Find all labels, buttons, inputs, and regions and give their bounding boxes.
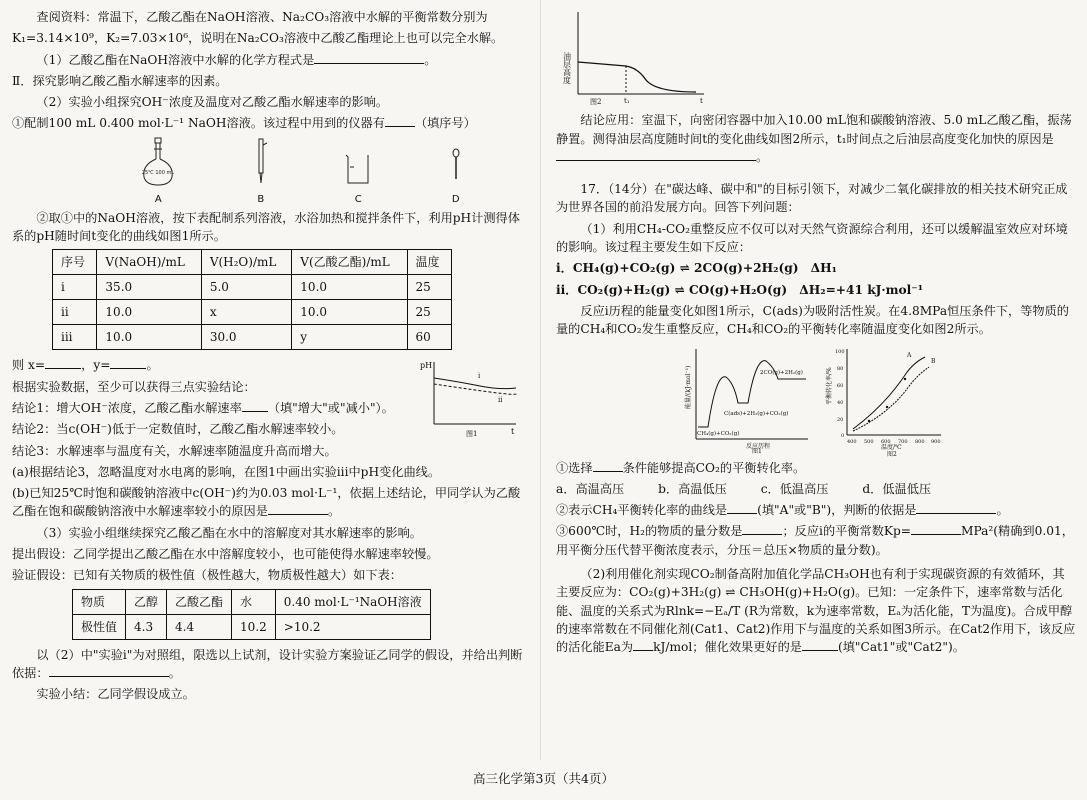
question-1: （1）乙酸乙酯在NaOH溶液中水解的化学方程式是 。 [36, 52, 437, 67]
question-17-2-tail: (填"Cat1"或"Cat2")。 [837, 640, 965, 655]
table-cell: 10.0 [97, 300, 201, 325]
answer-blank [242, 399, 268, 412]
figures-row [686, 345, 1076, 457]
state-intermediate: C(ads)+2H₂(g)+CO₂(g) [724, 410, 789, 417]
ph-time-label: t [511, 427, 515, 437]
reaction-ii: ii．CO₂(g)+H₂(g) ⇌ CO(g)+H₂O(g) ΔH₂=+41 kJ·mol⁻¹ [556, 282, 924, 297]
answer-blank [556, 148, 756, 161]
table-header: V(H₂O)/mL [201, 250, 291, 275]
table-header: V(乙酸乙酯)/mL [292, 250, 407, 275]
question-2a [12, 114, 525, 132]
question-2a-tail: （填序号） [414, 116, 476, 131]
sub-question-3-text: ③600℃时，H₂的物质的量分数是 [556, 524, 743, 539]
answer-blank [802, 638, 838, 651]
sub-question-3 [556, 522, 1076, 559]
oil-height-curve [578, 62, 696, 92]
table-cell: 25 [407, 275, 451, 300]
table-cell: 乙酸乙酯 [167, 589, 232, 614]
sub-question-2-mid: (填"A"或"B")，判断的依据是 [757, 503, 917, 518]
table-cell: 25 [407, 300, 451, 325]
question-17-1: （1）利用CH₄-CO₂重整反应不仅可以对天然气资源综合利用，还可以缓解温室效应对环境的影响。该过程主要发生如下反应： [556, 221, 1068, 255]
left-p2: K₁=3.14×10⁹，K₂=7.03×10⁶，说明在Na₂CO₃溶液中乙酸乙酯理论上也可以完全水解。 [12, 31, 504, 46]
question-2a-text: ①配制100 mL 0.400 mol·L⁻¹ NaOH溶液。该过程中用到的仪器有 [12, 116, 385, 131]
table-cell: ii [53, 300, 97, 325]
table-cell: 4.4 [167, 614, 232, 639]
conversion-figure-caption: 图2 [887, 450, 897, 458]
beaker-icon [343, 137, 373, 187]
sub-question-2: ②表示CH₄平衡转化率的曲线是 (填"A"或"B")，判断的依据是 。 [556, 503, 1009, 518]
energy-axis-label: 能量/(kJ·mol⁻¹) [685, 365, 692, 409]
question-b-text: (b)已知25℃时饱和碳酸钠溶液中c(OH⁻)约为0.03 mol·L⁻¹，依据上述结论，甲同学认为乙酸乙酯在饱和碳酸钠溶液中水解速率较小的原因是 [12, 486, 521, 519]
question-17-2-text: （2)利用催化剂实现CO₂制备高附加值化学品CH₃OH也有利于实现碳资源的有效循环，其主要反应为：CO₂(g)+3H₂(g) ⇌ CH₃OH(g)+H₂O(g)。已知：一定条件下，速率常数与活化能、温度的关系式为Rlnk=−Eₐ/T (R为常数，k为速率常数，Eₐ为活化能，T为温度)。合成甲醇的速率常数在不同催化剂(Cat1、Cat2)作用下与温度的关系如图3所示。在Cat2作用下，该反应的活化能Ea为 [556, 567, 1076, 655]
apparatus-figure [102, 137, 502, 207]
application: 结论应用：室温下，向密闭容器中加入10.00 mL饱和碳酸钠溶液、5.0 mL乙酸乙酯，振荡静置。测得油层高度随时间t的变化曲线如图2所示，t₁时间点之后油层高度变化加快的原因是。 [556, 113, 1072, 164]
design-question-text: 以（2）中"实验i"为对照组，限选以上试剂，设计实验方案验证乙同学的假设，并给出判断依据： [12, 647, 523, 680]
sub-question-1 [556, 459, 1076, 477]
y-tick: 20 [837, 416, 844, 423]
table-row [53, 325, 452, 350]
y-tick: 40 [837, 399, 844, 406]
table-cell: 10.2 [232, 614, 276, 639]
y-tick: 60 [837, 382, 844, 389]
oil-height-chart [556, 8, 706, 106]
conversion-x-label: 温度/℃ [881, 443, 902, 451]
table-cell: iii [53, 325, 97, 350]
right-column [556, 8, 1076, 660]
left-column [12, 8, 525, 707]
t1-label: t₁ [624, 97, 630, 105]
conclusion-1-tail: （填"增大"或"减小"）。 [267, 400, 394, 415]
figure-1-caption: 图1 [466, 430, 478, 439]
reaction-description: 反应i历程的能量变化如图1所示，C(ads)为吸附活性炭。在4.8MPa恒压条件下，等物质的量的CH₄和CO₂发生重整反应，CH₄和CO₂的平衡转化率随温度变化如图2所示。 [556, 303, 1069, 337]
xy-mid: ，y= [81, 358, 111, 373]
curve-i [434, 378, 516, 389]
energy-figure-caption: 图1 [752, 447, 762, 455]
xy-line [12, 356, 412, 374]
table-cell: 5.0 [201, 275, 291, 300]
answer-blank [49, 664, 169, 677]
hypothesis: 提出假设：乙同学提出乙酸乙酯在水中溶解度较小，也可能使得水解速率较慢。 [12, 547, 439, 562]
figure-2-oil-height [556, 8, 1076, 111]
table-cell: 乙醇 [126, 589, 167, 614]
state-products: 2CO(g)+2H₂(g) [760, 369, 803, 376]
summary: 实验小结：乙同学假设成立。 [36, 687, 195, 702]
table-cell: 极性值 [73, 614, 126, 639]
data-point [868, 419, 870, 421]
table-cell: 10.0 [292, 300, 407, 325]
design-question: 以（2）中"实验i"为对照组，限选以上试剂，设计实验方案验证乙同学的假设，并给出判断依据： 。 [12, 647, 523, 680]
answer-blank [110, 356, 146, 369]
x-tick: 900 [931, 438, 941, 445]
ph-chart [420, 358, 520, 440]
conclusion-3: 结论3：水解速率与温度有关，水解速率随温度升高而增大。 [12, 443, 337, 458]
table-row [53, 300, 452, 325]
question-2b: ②取①中的NaOH溶液，按下表配制系列溶液，水浴加热和搅拌条件下，利用pH计测得体系的pH随时间t变化的曲线如图1所示。 [12, 210, 520, 244]
burette [251, 137, 271, 207]
page-footer: 高三化学第3页（共4页） [473, 771, 614, 786]
answer-blank [911, 522, 961, 535]
table-cell: >10.2 [275, 614, 430, 639]
reaction-i: i．CH₄(g)+CO₂(g) ⇌ 2CO(g)+2H₂(g) ΔH₁ [556, 261, 837, 276]
sub-question-3-mid: ；反应i的平衡常数Kp= [782, 524, 912, 539]
conclusion-1 [12, 399, 412, 417]
energy-profile-chart [686, 345, 811, 453]
energy-x-label: 反应历程 [746, 442, 771, 450]
table-row [73, 589, 431, 614]
dropper [446, 137, 466, 207]
answer-blank [727, 501, 757, 514]
verify: 验证假设：已知有关物质的极性值（极性越大，物质极性越大）如下表： [12, 568, 402, 583]
ph-axis-label: pH [420, 361, 433, 371]
x-tick: 500 [864, 438, 874, 445]
beaker [343, 137, 373, 207]
conclusion-2: 结论2：当c(OH⁻)低于一定数值时，乙酸乙酯水解速率较小。 [12, 422, 344, 437]
answer-blank [268, 502, 328, 515]
flask-label: 25℃ 100 mL [142, 169, 175, 176]
x-tick: 700 [898, 438, 908, 445]
table-cell: 物质 [73, 589, 126, 614]
question-1-text: （1）乙酸乙酯在NaOH溶液中水解的化学方程式是 [36, 52, 315, 67]
data-point [904, 377, 906, 379]
data-point [886, 405, 888, 407]
sub-question-1-tail: 条件能够提高CO₂的平衡转化率。 [622, 460, 806, 475]
x-tick: 400 [847, 438, 857, 445]
state-reactants: CH₄(g)+CO₂(g) [697, 430, 740, 437]
conversion-axis-label: 平衡转化率/% [826, 366, 833, 405]
experiment-table [52, 249, 452, 350]
option-c: c．低温高压 [760, 481, 829, 496]
question-b: (b)已知25℃时饱和碳酸钠溶液中c(OH⁻)约为0.03 mol·L⁻¹，依据上述结论，甲同学认为乙酸乙酯在饱和碳酸钠溶液中水解速率较小的原因是 。 [12, 486, 521, 519]
question-17-2-mid: kJ/mol；催化效果更好的是 [653, 640, 802, 655]
x-tick: 800 [915, 438, 925, 445]
answer-blank [916, 501, 996, 514]
figure-1-ph [420, 358, 520, 445]
dropper-icon [446, 137, 466, 187]
option-a: a．高温高压 [556, 481, 625, 496]
question-17-2 [556, 565, 1076, 656]
table-cell: 60 [407, 325, 451, 350]
sub-question-2-text: ②表示CH₄平衡转化率的曲线是 [556, 503, 728, 518]
xy-end: 。 [146, 358, 159, 373]
table-cell: 30.0 [201, 325, 291, 350]
curve-i-label: i [478, 372, 481, 381]
burette-icon [251, 137, 271, 187]
answer-blank [742, 522, 782, 535]
section-2-heading: Ⅱ．探究影响乙酸乙酯水解速率的因素。 [12, 73, 228, 88]
question-3: （3）实验小组继续探究乙酸乙酯在水中的溶解度对其水解速率的影响。 [36, 525, 422, 540]
question-a: (a)根据结论3，忽略温度对水电离的影响，在图1中画出实验iii中pH变化曲线。 [12, 464, 441, 479]
y-tick: 100 [835, 348, 845, 355]
table-row [73, 614, 431, 639]
left-p1: 查阅资料：常温下，乙酸乙酯在NaOH溶液、Na₂CO₃溶液中水解的平衡常数分别为 [36, 10, 488, 24]
curve-ii-label: ii [498, 396, 503, 405]
question-2: （2）实验小组探究OH⁻浓度及温度对乙酸乙酯水解速率的影响。 [36, 95, 389, 110]
basis-text: 根据实验数据，至少可以获得三点实验结论： [12, 379, 256, 394]
question-17: 17．（14分）在"碳达峰、碳中和"的目标引领下，对减少二氧化碳排放的相关技术研究正成为世界各国的前沿发展方向。回答下列问题： [556, 182, 1068, 215]
apparatus-label-c: C [354, 193, 362, 205]
answer-blank [633, 638, 653, 651]
oil-height-axis-label: 油层高度 [562, 52, 572, 84]
option-d: d．低温低压 [862, 481, 932, 496]
table-header: V(NaOH)/mL [97, 250, 201, 275]
table-header: 温度 [407, 250, 451, 275]
apparatus-label-a: A [154, 193, 162, 205]
conclusion-1-text: 结论1：增大OH⁻浓度，乙酸乙酯水解速率 [12, 400, 242, 415]
table-cell: i [53, 275, 97, 300]
answer-blank [45, 356, 81, 369]
oil-t-label: t [700, 97, 703, 105]
option-b: b．高温低压 [658, 481, 727, 496]
y-tick: 0 [841, 432, 845, 439]
table-cell: 0.40 mol·L⁻¹NaOH溶液 [275, 589, 430, 614]
table-row [53, 275, 452, 300]
curve-a-label: A [907, 351, 912, 359]
volumetric-flask-icon [138, 137, 178, 187]
curve-a [853, 357, 925, 429]
figure-2-caption: 图2 [590, 98, 602, 106]
table-header: 序号 [53, 250, 97, 275]
volumetric-flask [138, 137, 178, 207]
table-cell: 10.0 [97, 325, 201, 350]
table-cell: 水 [232, 589, 276, 614]
apparatus-label-b: B [257, 193, 265, 205]
table-cell: y [292, 325, 407, 350]
curve-b-label: B [931, 357, 936, 365]
conclusions-block [12, 356, 525, 438]
application-text: 结论应用：室温下，向密闭容器中加入10.00 mL饱和碳酸钠溶液、5.0 mL乙酸乙酯，振荡静置。测得油层高度随时间t的变化曲线如图2所示，t₁时间点之后油层高度变化加快的原因是 [556, 113, 1072, 146]
table-header-row [53, 250, 452, 275]
x-tick: 600 [881, 438, 891, 445]
sub-question-3-tail: MPa²(精确到0.01，用平衡分压代替平衡浓度表示，分压＝总压×物质的量分数)。 [556, 524, 1074, 557]
y-tick: 80 [837, 365, 844, 372]
answer-blank [385, 114, 415, 127]
answer-blank [593, 459, 623, 472]
column-divider [540, 0, 541, 760]
sub-question-1-text: ①选择 [556, 460, 593, 475]
answer-blank [314, 51, 424, 64]
conversion-chart [825, 345, 945, 457]
table-cell: x [201, 300, 291, 325]
table-cell: 10.0 [292, 275, 407, 300]
options-row [556, 480, 1076, 498]
conclusions-text [12, 356, 412, 438]
table-cell: 35.0 [97, 275, 201, 300]
polarity-table [72, 589, 431, 640]
apparatus-label-d: D [451, 193, 460, 205]
xy-label: 则 x= [12, 358, 46, 373]
curve-b [853, 367, 929, 431]
table-cell: 4.3 [126, 614, 167, 639]
